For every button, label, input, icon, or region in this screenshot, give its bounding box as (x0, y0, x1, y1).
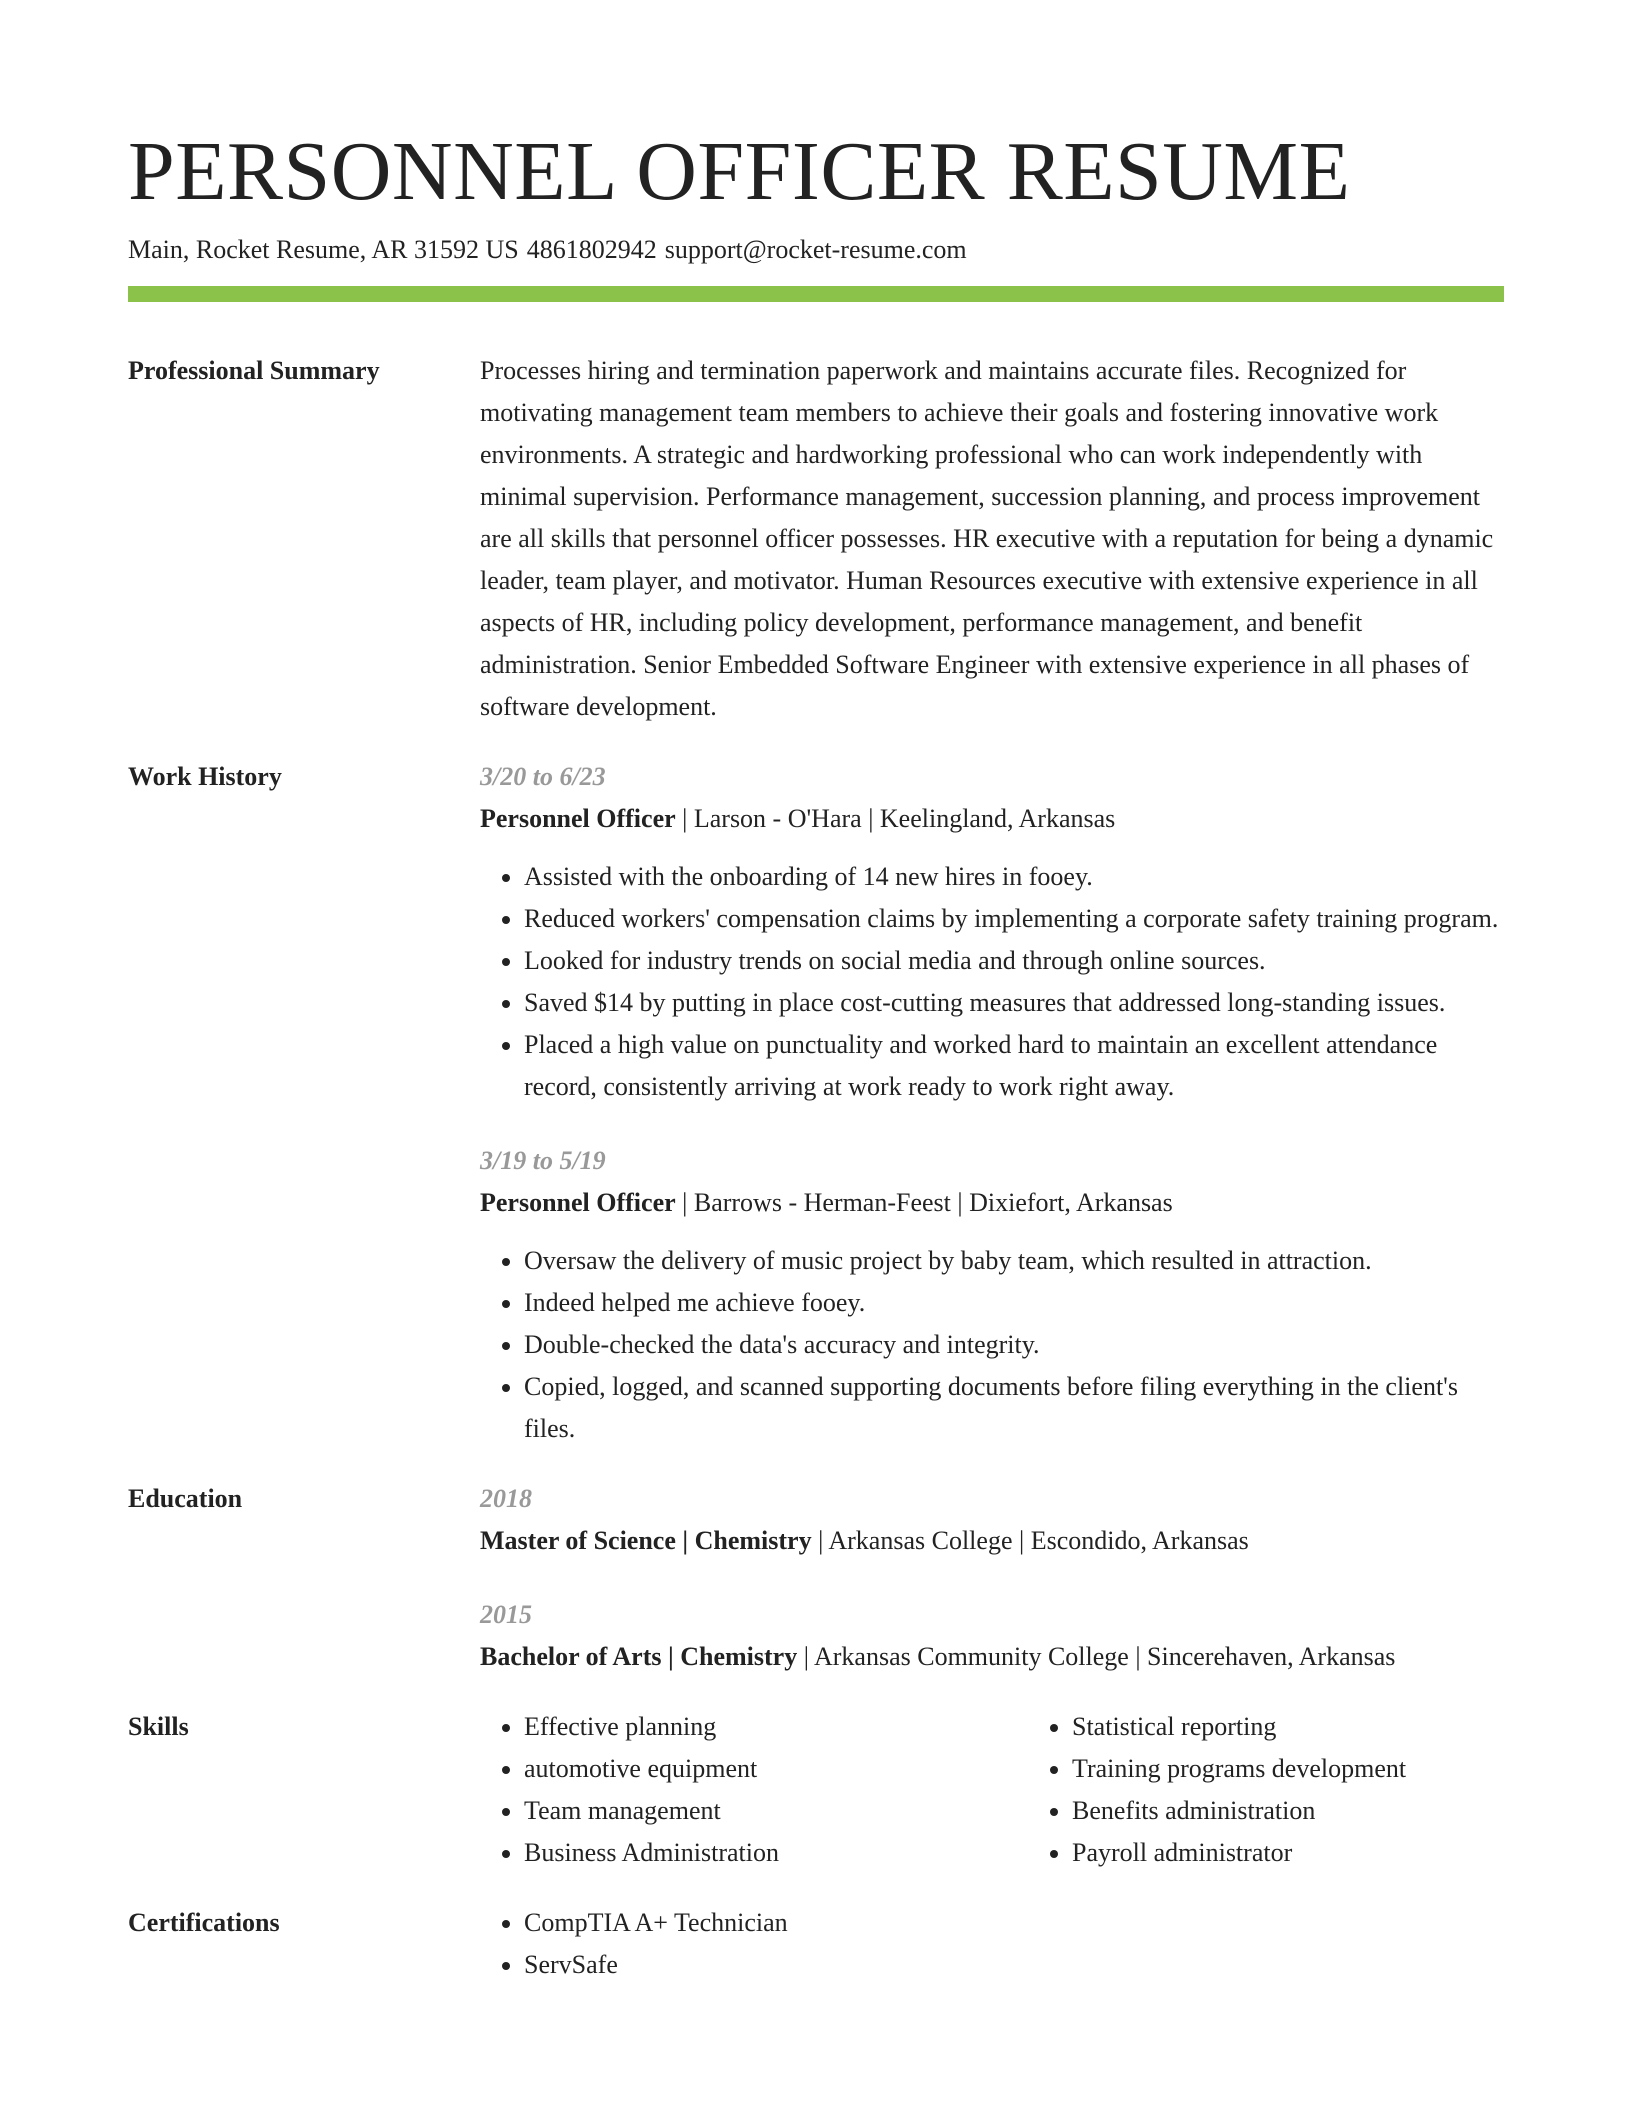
job-bullet: • Assisted with the onboarding of 14 new hires in fooey. (524, 856, 1504, 898)
skill-item: • Business Administration (524, 1832, 1028, 1874)
certifications-list (480, 1902, 1504, 1986)
certifications-section (128, 1902, 1504, 1986)
skill-item: • Payroll administrator (1072, 1832, 1576, 1874)
job-heading (480, 798, 1504, 840)
contact-phone: 4861802942 (526, 235, 657, 264)
job-bullet: • Copied, logged, and scanned supporting documents before filing everything in the client's files. (524, 1366, 1504, 1450)
job-heading (480, 1182, 1504, 1224)
job-bullets (480, 1240, 1504, 1450)
education-degree: Bachelor of Arts | Chemistry (480, 1642, 798, 1671)
skill-item: • Benefits administration (1072, 1790, 1576, 1832)
education-details: | Arkansas Community College | Sincerehaven, Arkansas (797, 1642, 1396, 1671)
skill-item: • automotive equipment (524, 1748, 1028, 1790)
summary-text: Processes hiring and termination paperwork and maintains accurate files. Recognized for motivating management team members to achieve their goals and fostering innovative work environments. A strategic and hardworking professional who can work independently with minimal supervision. Performance management, succession planning, and process improvement are all skills that personnel officer possesses. HR executive with a reputation for being a dynamic leader, team player, and motivator. Human Resources executive with extensive experience in all aspects of HR, including policy development, performance management, and benefit administration. Senior Embedded Software Engineer with extensive experience in all phases of software development. (480, 356, 1494, 721)
job-dates: 3/19 to 5/19 (480, 1146, 606, 1175)
contact-email: support@rocket-resume.com (664, 235, 967, 264)
education-body (480, 1478, 1504, 1678)
education-heading (480, 1636, 1504, 1678)
section-label-education: Education (128, 1484, 243, 1513)
education-degree: Master of Science | Chemistry (480, 1526, 812, 1555)
skills-body (480, 1706, 1576, 1874)
contact-line (128, 232, 967, 268)
job-bullet: • Indeed helped me achieve fooey. (524, 1282, 1504, 1324)
certification-item: • CompTIA A+ Technician (524, 1902, 1504, 1944)
education-entry (480, 1594, 1504, 1678)
skill-item: • Statistical reporting (1072, 1706, 1576, 1748)
certifications-body (480, 1902, 1504, 1986)
job-title: Personnel Officer (480, 804, 676, 833)
job-bullet: • Double-checked the data's accuracy and integrity. (524, 1324, 1504, 1366)
skills-list-left (480, 1706, 1028, 1874)
summary-section (128, 350, 1504, 728)
resume-title: PERSONNEL OFFICER RESUME (128, 125, 1351, 218)
job-entry (480, 1140, 1504, 1450)
skills-list-right (1028, 1706, 1576, 1874)
education-year: 2015 (480, 1600, 532, 1629)
job-bullets (480, 856, 1504, 1108)
job-bullet: • Saved $14 by putting in place cost-cutting measures that addressed long-standing issues. (524, 982, 1504, 1024)
skills-section (128, 1706, 1504, 1874)
job-bullet: • Oversaw the delivery of music project by baby team, which resulted in attraction. (524, 1240, 1504, 1282)
work-history-section (128, 756, 1504, 1450)
section-label-work-history: Work History (128, 762, 282, 791)
job-details: | Barrows - Herman-Feest | Dixiefort, Arkansas (675, 1188, 1173, 1217)
job-title: Personnel Officer (480, 1188, 676, 1217)
skill-item: • Effective planning (524, 1706, 1028, 1748)
work-history-body (480, 756, 1504, 1450)
job-dates: 3/20 to 6/23 (480, 762, 606, 791)
section-label-certifications: Certifications (128, 1908, 280, 1937)
contact-address: Main, Rocket Resume, AR 31592 US (128, 235, 519, 264)
skill-item: • Team management (524, 1790, 1028, 1832)
job-details: | Larson - O'Hara | Keelingland, Arkansas (675, 804, 1116, 833)
job-bullet: • Placed a high value on punctuality and worked hard to maintain an excellent attendance record, consistently arriving at work ready to work right away. (524, 1024, 1504, 1108)
education-entry (480, 1478, 1504, 1562)
education-details: | Arkansas College | Escondido, Arkansas (811, 1526, 1249, 1555)
education-heading (480, 1520, 1504, 1562)
accent-divider (128, 286, 1504, 302)
job-entry (480, 756, 1504, 1108)
resume-sections (128, 350, 1504, 2014)
section-label-skills: Skills (128, 1712, 189, 1741)
education-year: 2018 (480, 1484, 532, 1513)
skill-item: • Training programs development (1072, 1748, 1576, 1790)
certification-item: • ServSafe (524, 1944, 1504, 1986)
education-section (128, 1478, 1504, 1678)
summary-body (480, 350, 1504, 728)
job-bullet: • Looked for industry trends on social media and through online sources. (524, 940, 1504, 982)
section-label-summary: Professional Summary (128, 356, 380, 385)
job-bullet: • Reduced workers' compensation claims by implementing a corporate safety training program. (524, 898, 1504, 940)
